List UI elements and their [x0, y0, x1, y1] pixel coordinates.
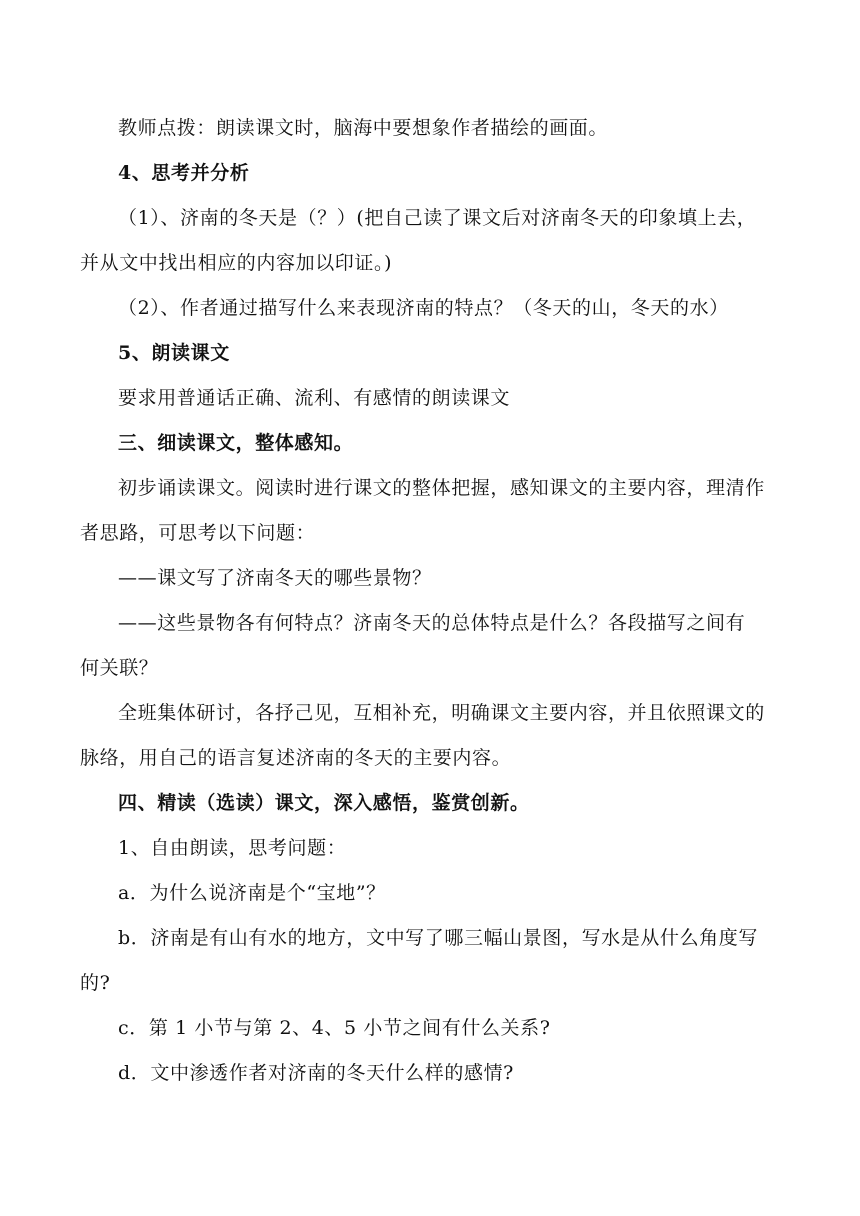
preliminary-reading-line-1: 初步诵读课文。阅读时进行课文的整体把握，感知课文的主要内容，理清作 [118, 477, 765, 499]
question-2-line: （2）、作者通过描写什么来表现济南的特点？（冬天的山，冬天的水） [118, 297, 729, 319]
question-c-line: c．第 1 小节与第 2、4、5 小节之间有什么关系? [118, 1017, 551, 1039]
class-discussion-line-1: 全班集体研讨，各抒己见，互相补充，明确课文主要内容，并且依照课文的 [118, 702, 765, 724]
part-4-heading: 四、精读（选读）课文，深入感悟，鉴赏创新。 [118, 792, 530, 814]
question-features-line-2: 何关联？ [80, 657, 159, 679]
reading-requirement-line: 要求用普通话正确、流利、有感情的朗读课文 [118, 387, 511, 409]
question-d-line: d．文中渗透作者对济南的冬天什么样的感情? [118, 1062, 514, 1084]
preliminary-reading-line-2: 者思路，可思考以下问题： [80, 522, 316, 544]
question-features-line-1: ——这些景物各有何特点？济南冬天的总体特点是什么？各段描写之间有 [118, 612, 746, 634]
section-5-heading: 5、朗读课文 [118, 342, 230, 364]
question-b-line-1: b．济南是有山有水的地方，文中写了哪三幅山景图，写水是从什么角度写 [118, 927, 758, 949]
question-b-line-2: 的? [80, 972, 111, 994]
part-3-heading: 三、细读课文，整体感知。 [118, 432, 354, 454]
teacher-tip-line: 教师点拨：朗读课文时，脑海中要想象作者描绘的画面。 [118, 117, 609, 139]
class-discussion-line-2: 脉络，用自己的语言复述济南的冬天的主要内容。 [80, 747, 512, 769]
question-1-line-2: 并从文中找出相应的内容加以印证。) [80, 252, 393, 274]
section-4-heading: 4、思考并分析 [118, 162, 250, 184]
question-scenery-line: ——课文写了济南冬天的哪些景物？ [118, 567, 432, 589]
free-reading-line: 1、自由朗读，思考问题： [118, 837, 347, 859]
question-1-line-1: （1）、济南的冬天是（？）(把自己读了课文后对济南冬天的印象填上去， [118, 207, 757, 229]
question-a-line: a．为什么说济南是个“宝地”？ [118, 882, 386, 904]
